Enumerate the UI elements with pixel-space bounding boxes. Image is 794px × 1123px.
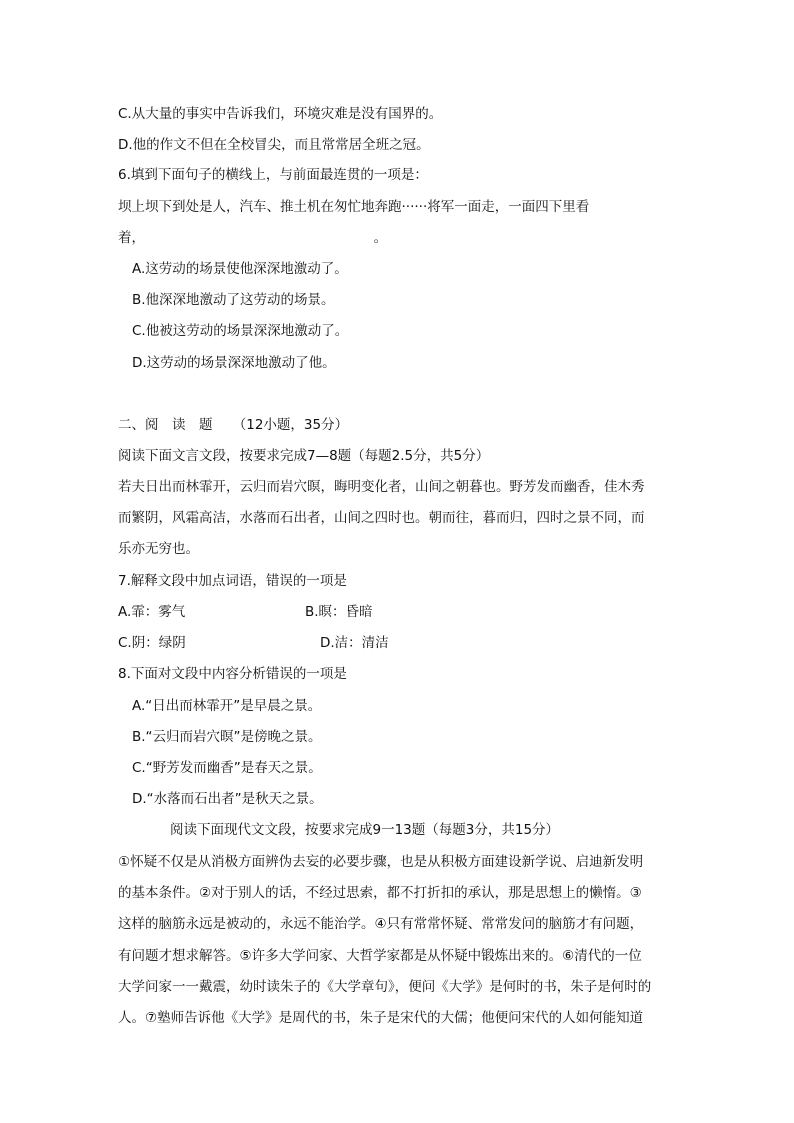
modern-text-line-5: 大学问家一一戴震，幼时读朱子的《大学章句》，便问《大学》是何时的书，朱子是何时的 [118, 979, 652, 995]
q6-option-a: A.这劳动的场景使他深深地激动了。 [132, 261, 348, 277]
modern-text-line-4: 有问题才想求解答。⑤许多大学问家、大哲学家都是从怀疑中锻炼出来的。⑥清代的一位 [118, 948, 642, 964]
modern-intro: 阅读下面现代文文段，按要求完成9一13题（每题3分，共15分） [170, 822, 560, 838]
q6-option-b: B.他深深地激动了这劳动的场景。 [132, 292, 335, 308]
q6-sentence-line-2 [118, 230, 387, 246]
q8-stem: 8.下面对文段中内容分析错误的一项是 [118, 666, 347, 682]
q7-option-b: B.暝：昏暗 [305, 604, 373, 620]
modern-text-line-2: 的基本条件。②对于别人的话，不经过思索，都不打折扣的承认，那是思想上的懒惰。③ [118, 885, 642, 901]
modern-text-line-1: ①怀疑不仅是从消极方面辨伪去妄的必要步骤，也是从积极方面建设新学说、启迪新发明 [118, 854, 644, 870]
q7-stem: 7.解释文段中加点词语，错误的一项是 [118, 573, 347, 589]
q7-options-row-1 [118, 604, 373, 620]
modern-text-line-6: 人。⑦塾师告诉他《大学》是周代的书，朱子是宋代的大儒；他便问宋代的人如何能知道 [118, 1010, 644, 1026]
q5-option-d: D.他的作文不但在全校冒尖，而且常常居全班之冠。 [118, 137, 430, 153]
q8-option-a: A.“日出而林霏开”是早晨之景。 [132, 698, 322, 714]
q8-option-c: C.“野芳发而幽香”是春天之景。 [132, 760, 322, 776]
classical-text-line-2: 而繁阴，风霜高洁，水落而石出者，山间之四时也。朝而往，暮而归，四时之景不同，而 [118, 510, 645, 526]
classical-text-line-3: 乐亦无穷也。 [118, 541, 199, 557]
q6-sentence-end: 。 [373, 230, 388, 246]
q7-option-d: D.洁：清洁 [320, 635, 389, 651]
q5-option-c: C.从大量的事实中告诉我们，环境灾难是没有国界的。 [118, 106, 443, 122]
section-2-heading: 二、阅 读 题 （12小题，35分） [118, 417, 349, 433]
q6-option-c: C.他被这劳动的场景深深地激动了。 [132, 323, 349, 339]
q7-options-row-2 [118, 635, 389, 651]
q6-sentence-start: 着， [118, 230, 145, 246]
classical-intro: 阅读下面文言文段，按要求完成7—8题（每题2.5分，共5分） [118, 448, 490, 464]
classical-text-line-1: 若夫日出而林霏开，云归而岩穴暝，晦明变化者，山间之朝暮也。野芳发而幽香，佳木秀 [118, 479, 645, 495]
q6-option-d: D.这劳动的场景深深地激动了他。 [132, 355, 336, 371]
q6-sentence-line-1: 坝上坝下到处是人，汽车、推土机在匆忙地奔跑······将军一面走，一面四下里看 [118, 199, 590, 215]
q6-stem: 6.填到下面句子的横线上，与前面最连贯的一项是： [118, 167, 428, 183]
q7-option-c: C.阴：绿阴 [118, 635, 186, 651]
q8-option-d: D.“水落而石出者”是秋天之景。 [132, 791, 323, 807]
q8-option-b: B.“云归而岩穴暝”是傍晚之景。 [132, 729, 322, 745]
modern-text-line-3: 这样的脑筋永远是被动的，永远不能治学。④只有常常怀疑、常常发问的脑筋才有问题， [118, 916, 644, 932]
q7-option-a: A.霏：雾气 [118, 604, 186, 620]
